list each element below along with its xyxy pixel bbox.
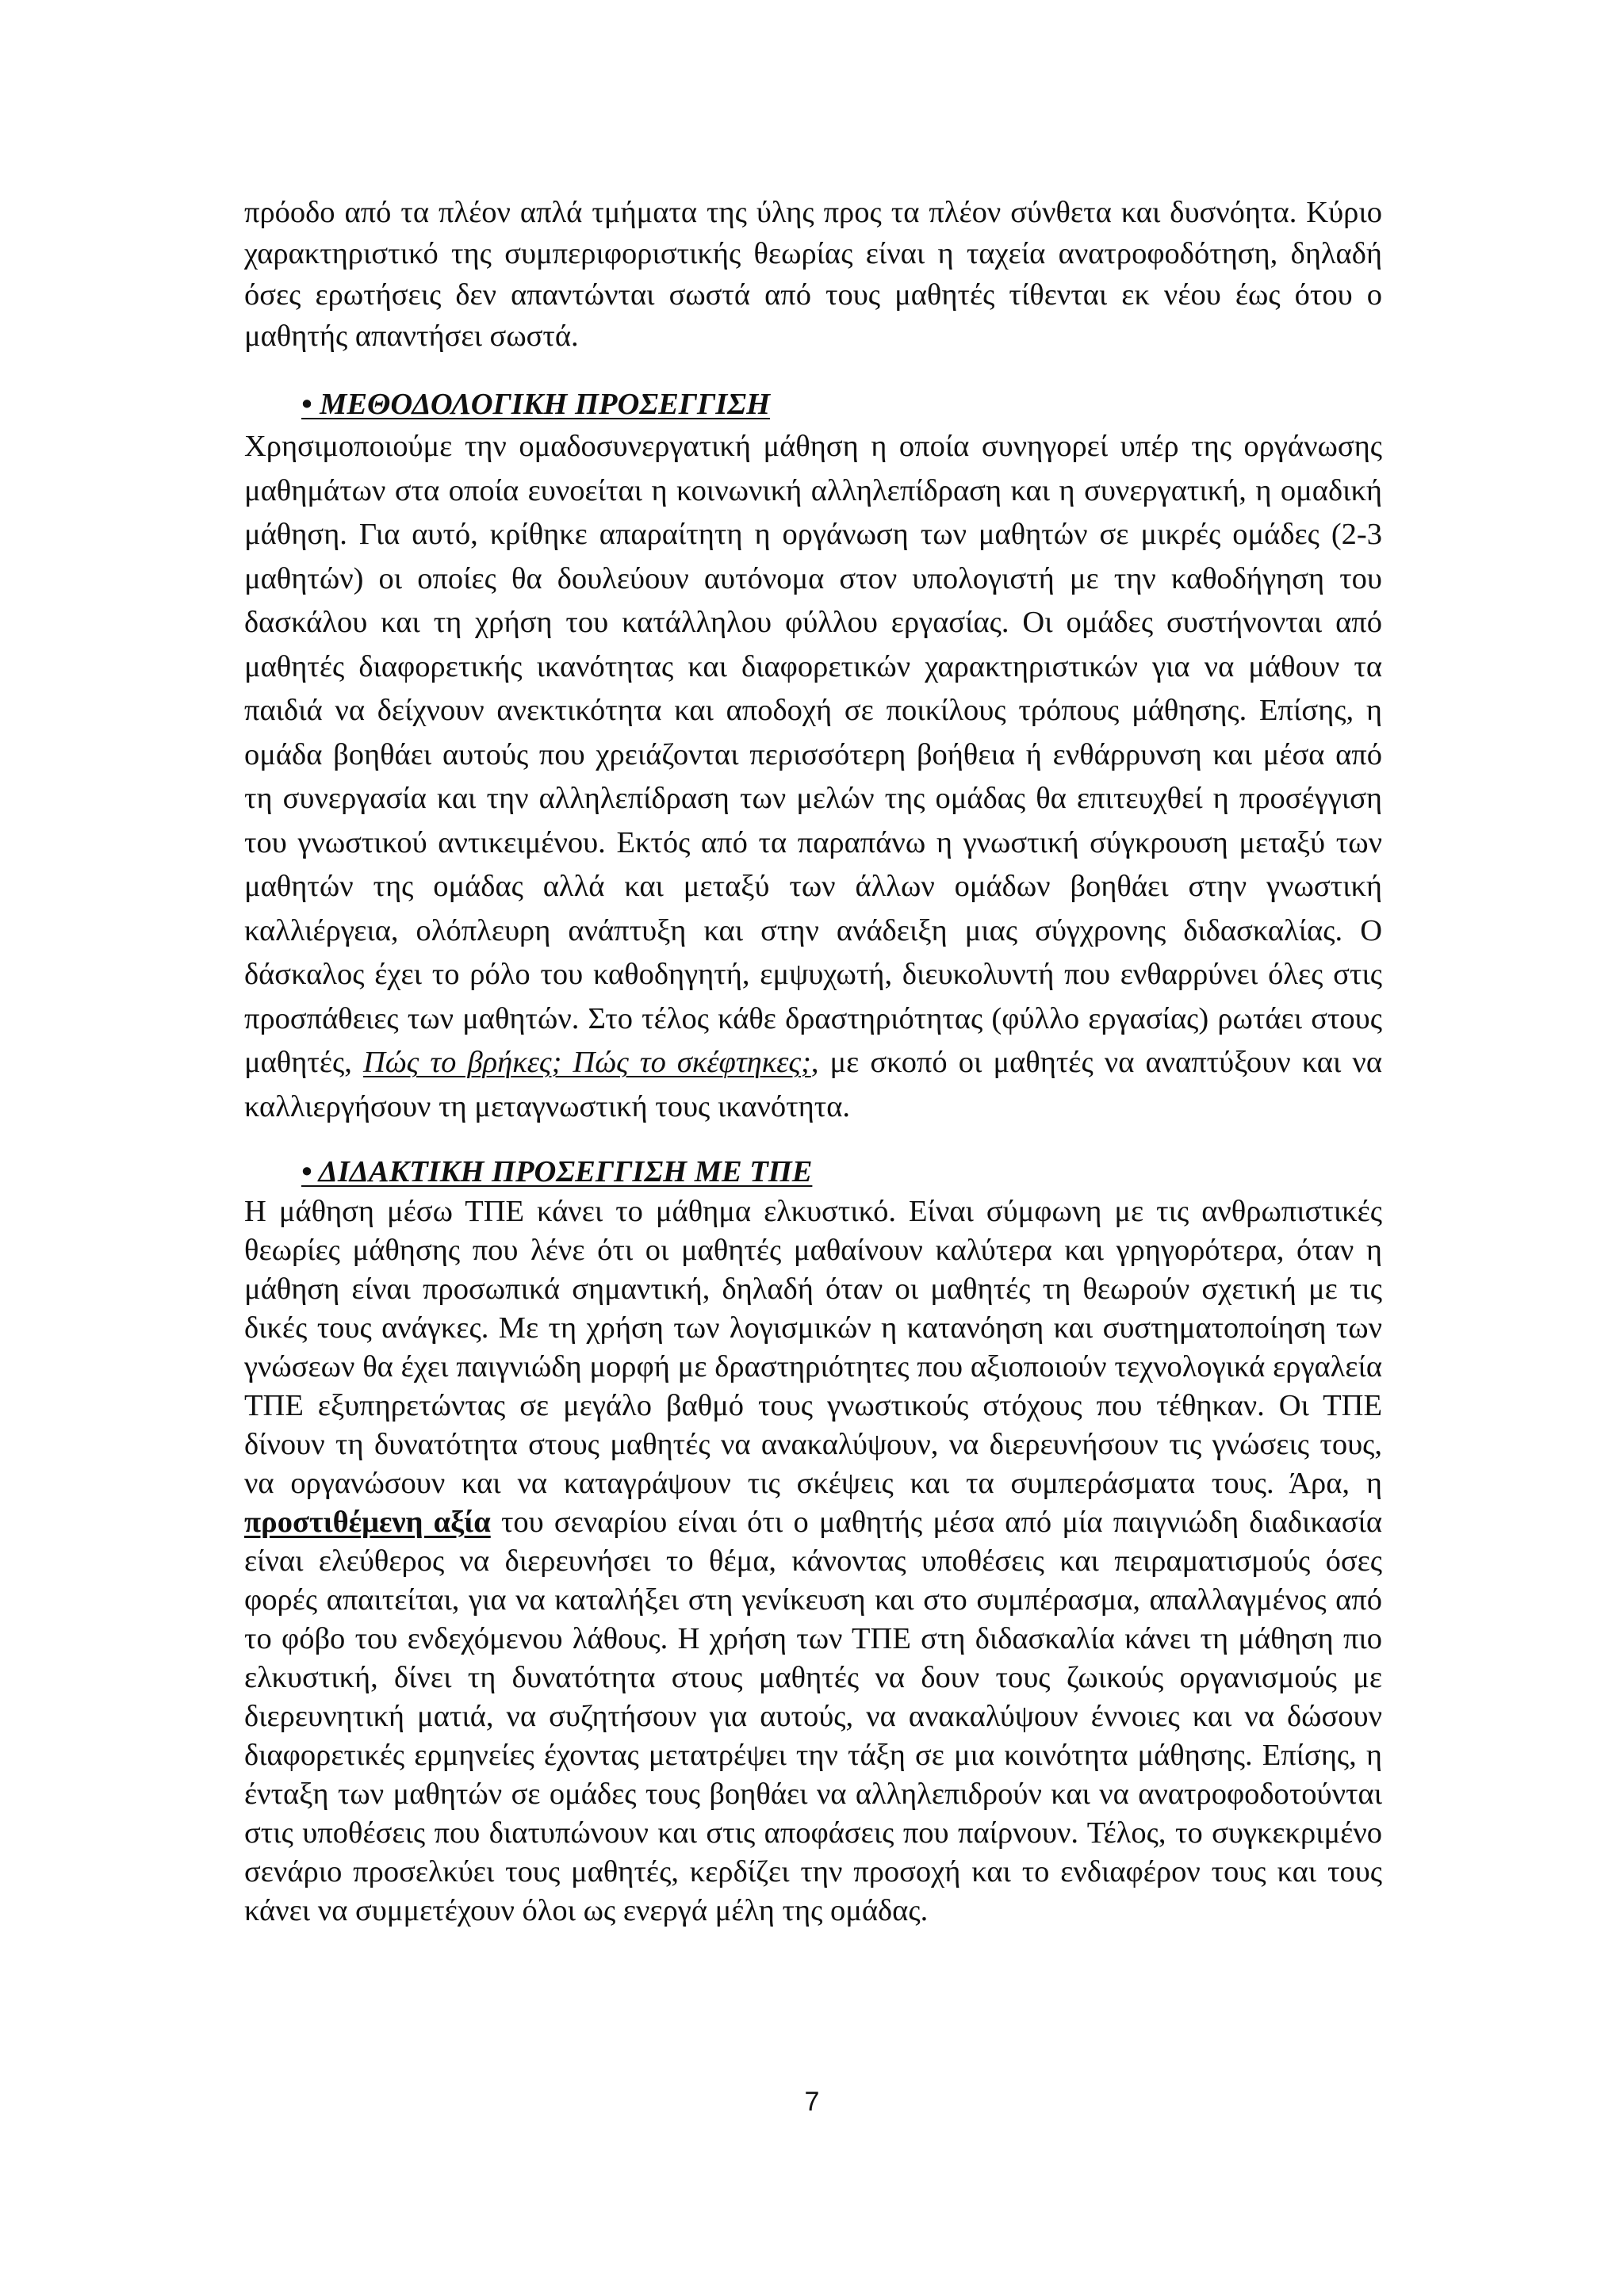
ict-text-after: του σεναρίου είναι ότι ο μαθητής μέσα από μία παιγνιώδη διαδικασία είναι ελεύθερος να διερευνήσει το θέμα, κάνοντας υποθέσεις και πειραματισμούς όσες φορές απαιτείται, για να καταλήξει στη γενίκευση και στο συμπέρασμα, απαλλαγμένος από το φόβο του ενδεχόμενου λάθους. Η χρήση των ΤΠΕ στη διδασκαλία κάνει τη μάθηση πιο ελκυστική, δίνει τη δυνατότητα στους μαθητές να δουν τους ζωικούς οργανισμούς με διερευνητική ματιά, να συζητήσουν για αυτούς, να ανακαλύψουν έννοιες και να δώσουν διαφορετικές ερμηνείες έχοντας μετατρέψει την τάξη σε μια κοινότητα μάθησης. Επίσης, η ένταξη των μαθητών σε ομάδες τους βοηθάει να αλληλεπιδρούν και να ανατροφοδοτούνται στις υποθέσεις που διατυπώνουν και στις αποφάσεις που παίρνουν. Τέλος, το συγκεκριμένο σενάριο προσελκύει τους μαθητές, κερδίζει την προσοχή και το ενδιαφέρον τους και τους κάνει να συμμετέχουν όλοι ως ενεργά μέλη της ομάδας. [244,1506,1382,1927]
ict-text-before: Η μάθηση μέσω ΤΠΕ κάνει το μάθημα ελκυστικό. Είναι σύμφωνη με τις ανθρωπιστικές θεωρίες μάθησης που λένε ότι οι μαθητές μαθαίνουν καλύτερα και γρηγορότερα, όταν η μάθηση είναι προσωπικά σημαντική, δηλαδή όταν οι μαθητές τη θεωρούν σχετική με τις δικές τους ανάγκες. Με τη χρήση των λογισμικών η κατανόηση και συστηματοποίηση των γνώσεων θα έχει παιγνιώδη μορφή με δραστηριότητες που αξιοποιούν τεχνολογικά εργαλεία ΤΠΕ εξυπηρετώντας σε μεγάλο βαθμό τους γνωστικούς στόχους που τέθηκαν. Οι ΤΠΕ δίνουν τη δυνατότητα στους μαθητές να ανακαλύψουν, να διερευνήσουν τις γνώσεις τους, να οργανώσουν και να καταγράψουν τις σκέψεις και τα συμπεράσματα τους. Άρα, η [244,1195,1382,1500]
section-heading-methodology: • ΜΕΘΟΔΟΛΟΓΙΚΗ ΠΡΟΣΕΓΓΙΣΗ [301,388,771,421]
document-page [244,192,1382,1931]
ict-paragraph [244,1192,1382,1931]
intro-paragraph: πρόοδο από τα πλέον απλά τμήματα της ύλης προς τα πλέον σύνθετα και δυσνόητα. Κύριο χαρακτηριστικό της συμπεριφοριστικής θεωρίας είναι η ταχεία ανατροφοδότηση, δηλαδή όσες ερωτήσεις δεν απαντώνται σωστά από τους μαθητές τίθενται εκ νέου έως ότου ο μαθητής απαντήσει σωστά. [244,196,1382,353]
section-heading-ict: • ΔΙΔΑΚΤΙΚΗ ΠΡΟΣΕΓΓΙΣΗ ΜΕ ΤΠΕ [301,1155,813,1188]
methodology-question-emphasis: Πώς το βρήκες; Πώς το σκέφτηκες; [362,1046,811,1079]
page-number: 7 [804,2087,820,2117]
methodology-paragraph [244,425,1382,1129]
methodology-text-before: Χρησιμοποιούμε την ομαδοσυνεργατική μάθηση η οποία συνηγορεί υπέρ της οργάνωσης μαθημάτων στα οποία ευνοείται η κοινωνική αλληλεπίδραση και η συνεργατική, η ομαδική μάθηση. Για αυτό, κρίθηκε απαραίτητη η οργάνωση των μαθητών σε μικρές ομάδες (2-3 μαθητών) οι οποίες θα δουλεύουν αυτόνομα στον υπολογιστή με την καθοδήγηση του δασκάλου και τη χρήση του κατάλληλου φύλλου εργασίας. Οι ομάδες συστήνονται από μαθητές διαφορετικής ικανότητας και διαφορετικών χαρακτηριστικών για να μάθουν τα παιδιά να δείχνουν ανεκτικότητα και αποδοχή σε ποικίλους τρόπους μάθησης. Επίσης, η ομάδα βοηθάει αυτούς που χρειάζονται περισσότερη βοήθεια ή ενθάρρυνση και μέσα από τη συνεργασία και την αλληλεπίδραση των μελών της ομάδας θα επιτευχθεί η προσέγγιση του γνωστικού αντικειμένου. Εκτός από τα παραπάνω η γνωστική σύγκρουση μεταξύ των μαθητών της ομάδας αλλά και μεταξύ των άλλων ομάδων βοηθάει στην γνωστική καλλιέργεια, ολόπλευρη ανάπτυξη και στην ανάδειξη μιας σύγχρονης διδασκαλίας. Ο δάσκαλος έχει το ρόλο του καθοδηγητή, εμψυχωτή, διευκολυντή που ενθαρρύνει όλες στις προσπάθειες των μαθητών. Στο τέλος κάθε δραστηριότητας (φύλλο εργασίας) ρωτάει στους μαθητές, [244,430,1382,1079]
ict-added-value-emphasis: προστιθέμενη αξία [244,1506,491,1539]
methodology-text-after: , με σκοπό οι μαθητές να αναπτύξουν και να καλλιεργήσουν τη μεταγνωστική τους ικανότητα. [244,1046,1382,1123]
